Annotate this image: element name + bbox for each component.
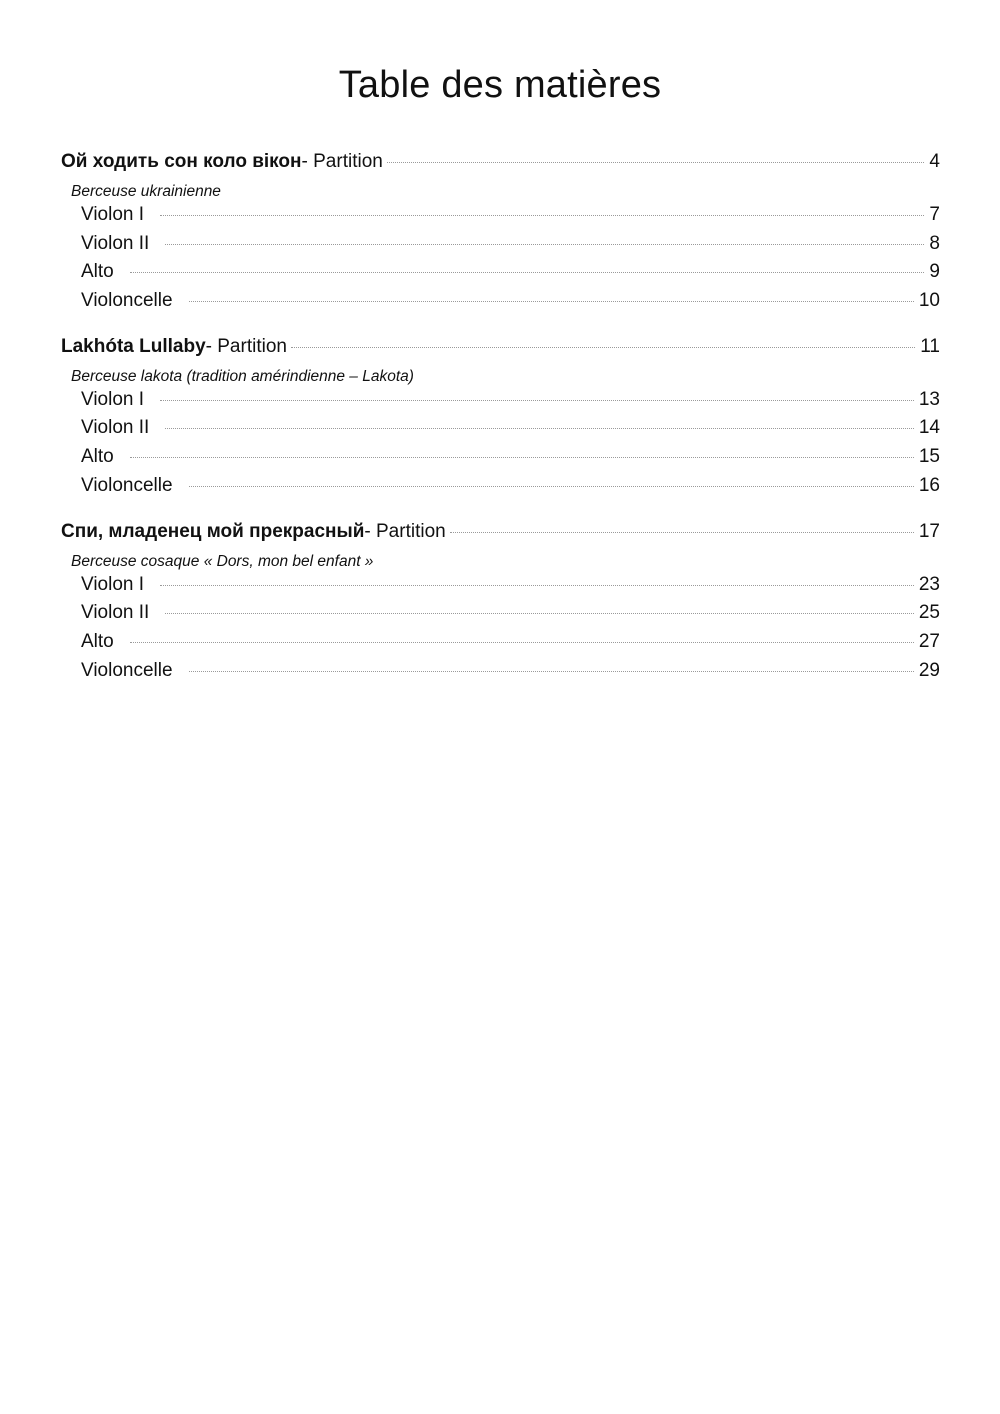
dot-leader xyxy=(160,215,924,216)
toc-page-number: 17 xyxy=(918,520,940,542)
page-title: Table des matières xyxy=(338,64,662,106)
toc-part-label: Violon II xyxy=(81,417,150,439)
toc-part-entry[interactable] xyxy=(61,204,940,233)
toc-page-number: 15 xyxy=(918,446,940,468)
toc-page-number: 4 xyxy=(929,151,940,172)
toc-part-entry[interactable] xyxy=(61,261,940,290)
toc-part-label: Violon I xyxy=(81,388,145,410)
dot-leader xyxy=(130,642,914,643)
toc-entry-title: Спи, младенец мой прекрасный xyxy=(61,520,365,542)
toc-page-number: 16 xyxy=(918,474,940,496)
toc-page-number: 7 xyxy=(929,204,940,225)
toc-page-number: 11 xyxy=(920,335,940,357)
toc-part-entry[interactable] xyxy=(61,446,940,475)
toc-entry-suffix: - Partition xyxy=(301,151,383,172)
toc-entry-description: Berceuse ukrainienne xyxy=(71,183,221,200)
toc-entry-description: Berceuse cosaque « Dors, mon bel enfant » xyxy=(71,552,374,570)
toc-section xyxy=(61,336,940,504)
toc-entry-score[interactable] xyxy=(61,151,940,179)
toc-part-label: Alto xyxy=(81,446,114,468)
toc-part-entry[interactable] xyxy=(61,660,940,689)
toc-entry-title: Ой ходить сон коло вікон xyxy=(61,151,302,172)
toc-section xyxy=(61,521,940,689)
dot-leader xyxy=(189,671,914,672)
toc-page-number: 27 xyxy=(918,630,940,652)
toc-page-number: 14 xyxy=(918,417,940,439)
toc-part-entry[interactable] xyxy=(61,602,940,631)
toc-part-label: Violoncelle xyxy=(81,474,173,496)
toc-part-entry[interactable] xyxy=(61,233,940,262)
toc-page-number: 25 xyxy=(918,602,940,624)
dot-leader xyxy=(130,272,925,273)
toc-page-number: 8 xyxy=(929,232,940,254)
toc-part-entry[interactable] xyxy=(61,475,940,504)
toc-entry-score[interactable] xyxy=(61,521,940,549)
toc-part-label: Violon I xyxy=(81,573,145,595)
dot-leader xyxy=(450,532,914,533)
toc-part-label: Violoncelle xyxy=(81,290,173,312)
toc-entry-title: Lakhóta Lullaby xyxy=(61,335,206,357)
toc-part-label: Violon I xyxy=(81,204,145,225)
toc-section xyxy=(61,151,940,319)
toc-part-label: Violoncelle xyxy=(81,659,173,681)
toc-page-number: 10 xyxy=(918,290,940,312)
toc-part-label: Violon II xyxy=(81,602,150,624)
dot-leader xyxy=(387,162,925,163)
dot-leader xyxy=(189,486,914,487)
toc-part-entry[interactable] xyxy=(61,631,940,660)
toc-entry-score[interactable] xyxy=(61,336,940,364)
table-of-contents xyxy=(61,151,940,705)
dot-leader xyxy=(160,585,914,586)
dot-leader xyxy=(130,457,914,458)
toc-part-label: Alto xyxy=(81,261,114,283)
dot-leader xyxy=(165,244,924,245)
dot-leader xyxy=(160,400,914,401)
toc-part-entry[interactable] xyxy=(61,574,940,603)
toc-part-entry[interactable] xyxy=(61,290,940,319)
toc-entry-description: Berceuse lakota (tradition amérindienne – Lakota) xyxy=(71,367,414,385)
toc-page-number: 13 xyxy=(918,388,940,410)
toc-entry-suffix: - Partition xyxy=(364,520,446,542)
toc-entry-suffix: - Partition xyxy=(205,335,287,357)
toc-page-number: 29 xyxy=(918,659,940,681)
dot-leader xyxy=(189,301,914,302)
dot-leader xyxy=(165,428,914,429)
toc-part-label: Alto xyxy=(81,630,114,652)
toc-page-number: 23 xyxy=(918,573,940,595)
dot-leader xyxy=(291,347,915,348)
toc-part-label: Violon II xyxy=(81,232,150,254)
dot-leader xyxy=(165,613,914,614)
toc-part-entry[interactable] xyxy=(61,417,940,446)
toc-part-entry[interactable] xyxy=(61,389,940,418)
toc-page-number: 9 xyxy=(929,261,940,283)
